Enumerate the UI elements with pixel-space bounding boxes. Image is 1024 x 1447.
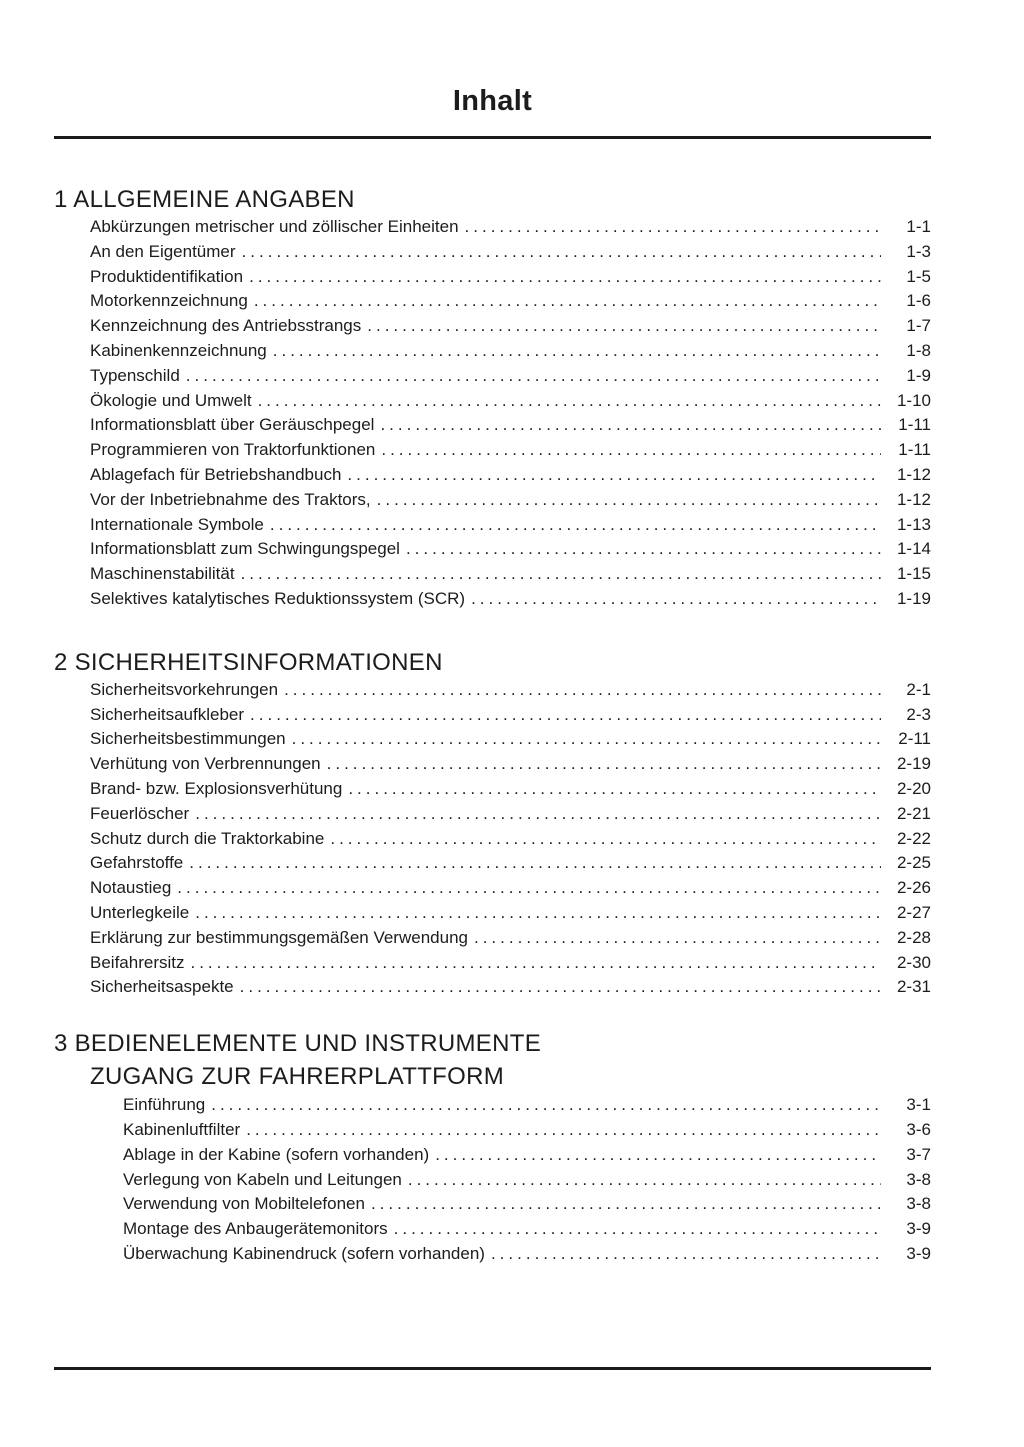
dot-leader [380, 413, 881, 438]
toc-entry-page: 2-28 [896, 927, 931, 947]
dot-leader [270, 513, 881, 538]
toc-entry [54, 1093, 931, 1118]
dot-leader [242, 240, 881, 265]
toc-entry-page: 1-5 [906, 266, 931, 286]
toc-entry-label: Sicherheitsvorkehrungen [90, 679, 279, 699]
toc-entry-label: Informationsblatt zum Schwingungspegel [90, 539, 400, 559]
toc-entry-page: 2-3 [906, 704, 931, 724]
dot-leader [367, 314, 881, 339]
dot-leader [474, 926, 881, 951]
section-heading: 2 SICHERHEITSINFORMATIONEN [54, 648, 443, 676]
toc-entry-page: 3-6 [906, 1119, 931, 1139]
toc-entry-page: 3-9 [906, 1243, 931, 1263]
toc-entry-page: 2-19 [896, 754, 931, 774]
section-entries [54, 215, 931, 612]
dot-leader [284, 678, 881, 703]
toc-entry-page: 3-9 [906, 1219, 931, 1239]
toc-entry-label: Beifahrersitz [90, 952, 185, 972]
toc-entry-label: Maschinenstabilität [90, 564, 235, 584]
toc-entry [54, 1118, 931, 1143]
toc-entry-page: 2-30 [896, 952, 931, 972]
toc-entry-label: Brand- bzw. Explosionsverhütung [90, 778, 343, 798]
toc-entry [54, 389, 931, 414]
toc-entry [54, 1143, 931, 1168]
toc-entry-page: 1-3 [906, 241, 931, 261]
toc-entry [54, 537, 931, 562]
toc-entry [54, 1192, 931, 1217]
toc-entry [54, 678, 931, 703]
section-entries [54, 678, 931, 1000]
toc-entry [54, 364, 931, 389]
toc-entry-label: Verlegung von Kabeln und Leitungen [123, 1169, 402, 1189]
toc-entry [54, 265, 931, 290]
toc-entry-page: 1-12 [896, 489, 931, 509]
toc-entry-page: 2-26 [896, 878, 931, 898]
toc-entry [54, 951, 931, 976]
toc-entry-page: 1-8 [906, 340, 931, 360]
toc-entry-label: Produktidentifikation [90, 266, 244, 286]
toc-entry-label: Schutz durch die Traktorkabine [90, 828, 325, 848]
toc-entry [54, 703, 931, 728]
toc-entry-label: Vor der Inbetriebnahme des Traktors, [90, 489, 371, 509]
toc-entry-label: Unterlegkeile [90, 902, 190, 922]
dot-leader [465, 215, 881, 240]
toc-entry-label: Kabinenkennzeichnung [90, 340, 267, 360]
dot-leader [254, 289, 881, 314]
toc-entry [54, 975, 931, 1000]
toc-entry [54, 413, 931, 438]
toc-section [54, 649, 931, 1000]
toc-entry-page: 3-8 [906, 1194, 931, 1214]
toc-entry [54, 926, 931, 951]
toc-entry-label: Montage des Anbaugerätemonitors [123, 1219, 388, 1239]
toc-entry [54, 851, 931, 876]
toc-entry-label: Erklärung zur bestimmungsgemäßen Verwendung [90, 927, 468, 947]
toc-entry [54, 513, 931, 538]
toc-sections [54, 186, 931, 1267]
toc-section [54, 1030, 931, 1267]
toc-entry [54, 314, 931, 339]
dot-leader [195, 802, 881, 827]
toc-entry-label: Verhütung von Verbrennungen [90, 754, 321, 774]
toc-entry-label: Ablagefach für Betriebshandbuch [90, 464, 342, 484]
toc-entry [54, 876, 931, 901]
toc-entry-page: 1-15 [896, 564, 931, 584]
toc-entry [54, 463, 931, 488]
dot-leader [250, 703, 881, 728]
section-heading: 1 ALLGEMEINE ANGABEN [54, 186, 355, 213]
section-heading: 3 BEDIENELEMENTE UND INSTRUMENTE [54, 1030, 541, 1058]
dot-leader [292, 727, 881, 752]
page-title: Inhalt [452, 85, 533, 117]
toc-entry-page: 1-13 [896, 514, 931, 534]
toc-entry-label: Gefahrstoffe [90, 853, 184, 873]
dot-leader [190, 951, 881, 976]
toc-entry-label: Sicherheitsaspekte [90, 977, 234, 997]
title-rule [54, 136, 931, 139]
toc-entry-page: 2-11 [898, 729, 931, 749]
toc-entry [54, 289, 931, 314]
toc-entry-label: Feuerlöscher [90, 803, 190, 823]
dot-leader [241, 562, 881, 587]
toc-entry [54, 802, 931, 827]
toc-entry [54, 752, 931, 777]
dot-leader [273, 339, 881, 364]
toc-entry-page: 1-11 [898, 440, 931, 460]
toc-entry-page: 2-20 [896, 778, 931, 798]
toc-entry-page: 2-25 [896, 853, 931, 873]
toc-entry [54, 587, 931, 612]
toc-entry-label: Notaustieg [90, 878, 172, 898]
dot-leader [435, 1143, 881, 1168]
toc-entry [54, 827, 931, 852]
toc-entry-label: Programmieren von Traktorfunktionen [90, 440, 376, 460]
toc-entry-page: 1-14 [896, 539, 931, 559]
toc-entry-page: 1-11 [898, 415, 931, 435]
toc-entry-page: 1-12 [896, 464, 931, 484]
toc-entry-label: Abkürzungen metrischer und zöllischer Einheiten [90, 217, 459, 236]
toc-entry-page: 3-8 [906, 1169, 931, 1189]
toc-entry-label: Motorkennzeichnung [90, 291, 248, 311]
toc-entry-label: Kennzeichnung des Antriebsstrangs [90, 316, 362, 336]
dot-leader [189, 851, 881, 876]
toc-entry-label: Informationsblatt über Geräuschpegel [90, 415, 375, 435]
dot-leader [249, 265, 881, 290]
toc-entry-page: 2-27 [896, 902, 931, 922]
toc-section [54, 186, 931, 612]
toc-entry [54, 240, 931, 265]
section-subheading: ZUGANG ZUR FAHRERPLATTFORM [90, 1063, 505, 1091]
toc-entry-label: Überwachung Kabinendruck (sofern vorhanden) [123, 1243, 485, 1263]
dot-leader [327, 752, 881, 777]
dot-leader [330, 827, 881, 852]
dot-leader [347, 463, 881, 488]
toc-entry-page: 1-7 [906, 316, 931, 336]
dot-leader [211, 1093, 881, 1118]
toc-entry [54, 1242, 931, 1267]
toc-entry-label: Internationale Symbole [90, 514, 264, 534]
dot-leader [348, 777, 881, 802]
toc-entry [54, 901, 931, 926]
toc-entry-label: Ökologie und Umwelt [90, 390, 252, 410]
toc-entry [54, 562, 931, 587]
dot-leader [471, 587, 881, 612]
toc-entry-label: Verwendung von Mobiltelefonen [123, 1194, 365, 1214]
dot-leader [177, 876, 881, 901]
toc-entry-label: Ablage in der Kabine (sofern vorhanden) [123, 1144, 430, 1164]
toc-entry [54, 339, 931, 364]
dot-leader [408, 1168, 881, 1193]
dot-leader [195, 901, 881, 926]
toc-entry-label: Selektives katalytisches Reduktionssystem (SCR) [90, 588, 466, 608]
toc-entry-page: 1-19 [896, 588, 931, 608]
toc-entry-page: 2-31 [896, 977, 931, 997]
dot-leader [491, 1242, 881, 1267]
toc-entry-page: 1-6 [906, 291, 931, 311]
dot-leader [406, 537, 881, 562]
toc-content [54, 0, 931, 1370]
toc-entry-label: An den Eigentümer [90, 241, 236, 261]
toc-entry [54, 438, 931, 463]
toc-entry [54, 1217, 931, 1242]
dot-leader [371, 1192, 881, 1217]
toc-entry-page: 2-21 [896, 803, 931, 823]
toc-entry [54, 1168, 931, 1193]
dot-leader [186, 364, 881, 389]
toc-entry-page: 2-22 [896, 828, 931, 848]
toc-entry-label: Sicherheitsbestimmungen [90, 729, 286, 749]
footer-rule [54, 1367, 931, 1370]
dot-leader [240, 975, 881, 1000]
toc-entry [54, 488, 931, 513]
toc-entry-page: 2-1 [906, 679, 931, 699]
toc-entry-label: Einführung [123, 1095, 206, 1115]
toc-entry-label: Sicherheitsaufkleber [90, 704, 245, 724]
toc-entry-page: 1-9 [906, 365, 931, 385]
toc-entry-page: 1-10 [896, 390, 931, 410]
dot-leader [377, 488, 881, 513]
toc-entry-page: 1-1 [906, 217, 931, 236]
toc-entry-page: 3-1 [906, 1095, 931, 1115]
dot-leader [258, 389, 881, 414]
toc-entry-label: Kabinenluftfilter [123, 1119, 241, 1139]
dot-leader [394, 1217, 881, 1242]
toc-entry-label: Typenschild [90, 365, 180, 385]
toc-entry [54, 215, 931, 240]
section-entries [54, 1093, 931, 1267]
dot-leader [246, 1118, 881, 1143]
dot-leader [381, 438, 881, 463]
toc-entry-page: 3-7 [906, 1144, 931, 1164]
toc-entry [54, 777, 931, 802]
toc-entry [54, 727, 931, 752]
